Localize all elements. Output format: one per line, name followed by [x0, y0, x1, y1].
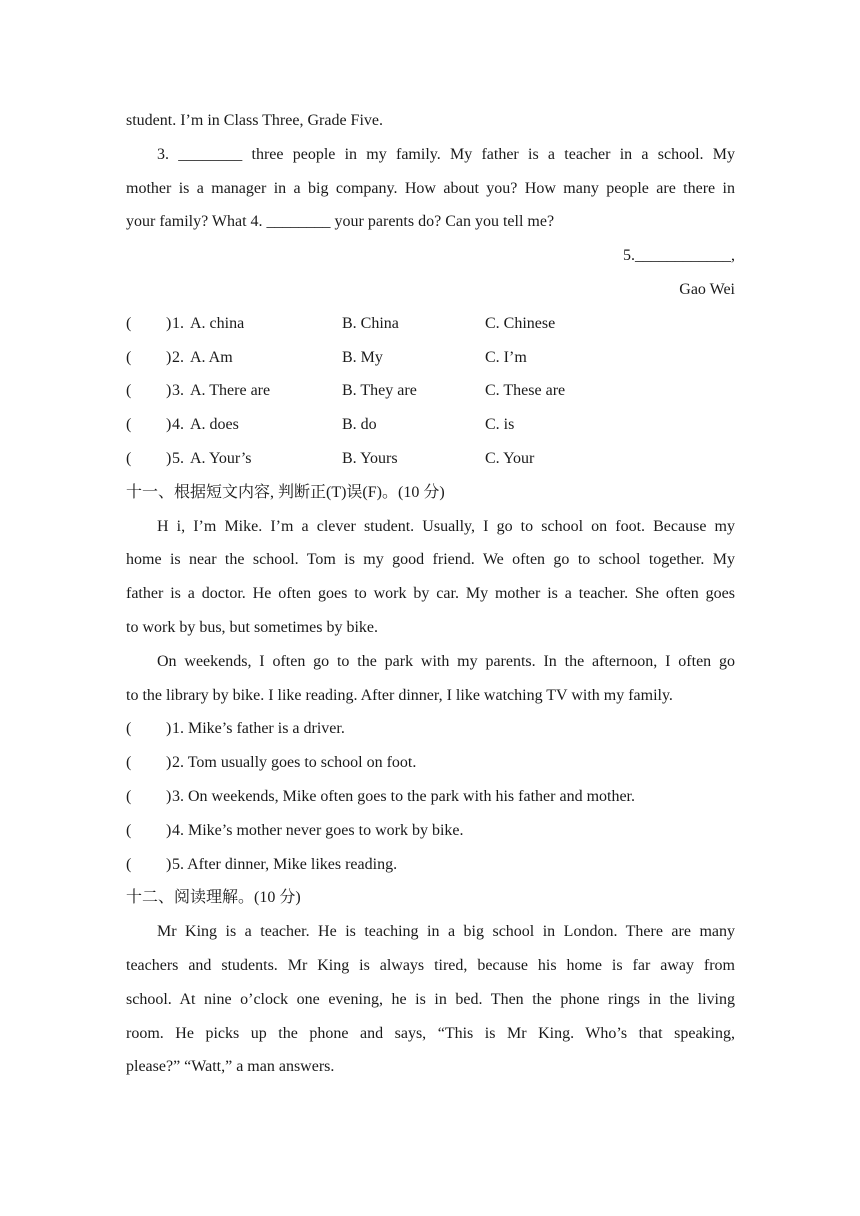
choice-row — [126, 408, 735, 442]
letter-line: student. I’m in Class Three, Grade Five. — [126, 112, 383, 129]
answer-paren-open: ( — [126, 449, 132, 467]
section-heading: 十二、阅读理解。(10 分) — [126, 889, 301, 907]
letter-line: mother is a manager in a big company. How about you? How many people are there in — [126, 179, 735, 197]
passage-line: Mr King is a teacher. He is teaching in a big school in London. There are many — [157, 923, 735, 941]
tf-statement — [126, 712, 735, 746]
option-a: A. Your’s — [190, 449, 252, 467]
passage-line: On weekends, I often go to the park with my parents. In the afternoon, I often go — [157, 652, 735, 670]
option-b: B. China — [342, 314, 399, 332]
option-c: C. These are — [485, 382, 566, 400]
statement-text: 4. Mike’s mother never goes to work by bike. — [172, 821, 464, 839]
answer-paren-open: ( — [126, 314, 132, 332]
letter-closing: 5.____________, — [623, 247, 735, 265]
statement-text: 2. Tom usually goes to school on foot. — [172, 754, 417, 772]
answer-paren-open: ( — [126, 416, 132, 434]
answer-paren-open: ( — [126, 382, 132, 400]
answer-paren-close: ) — [166, 314, 172, 332]
option-b: B. do — [342, 416, 377, 434]
passage-line: father is a doctor. He often goes to work by car. My mother is a teacher. She often goes — [126, 585, 735, 603]
choice-row — [126, 374, 735, 408]
statement-text: 3. On weekends, Mike often goes to the park with his father and mother. — [172, 787, 635, 805]
option-c: C. is — [485, 416, 515, 434]
option-a: A. Am — [190, 348, 233, 366]
answer-paren-open: ( — [126, 787, 132, 805]
letter-signature: Gao Wei — [679, 280, 735, 298]
passage-line: room. He picks up the phone and says, “This is Mr King. Who’s that speaking, — [126, 1024, 735, 1042]
choice-row — [126, 341, 735, 375]
answer-paren-close: ) — [166, 416, 172, 434]
option-a: A. china — [190, 314, 245, 332]
option-c: C. I’m — [485, 348, 527, 366]
tf-statement — [126, 746, 735, 780]
option-a: A. There are — [190, 382, 271, 400]
option-b: B. My — [342, 348, 383, 366]
question-number: 3. — [172, 382, 184, 400]
answer-paren-open: ( — [126, 720, 132, 738]
answer-paren-open: ( — [126, 348, 132, 366]
section-heading: 十一、根据短文内容, 判断正(T)误(F)。(10 分) — [126, 483, 445, 501]
option-c: C. Your — [485, 449, 535, 467]
passage-line: home is near the school. Tom is my good friend. We often go to school together. My — [126, 551, 735, 569]
question-number: 1. — [172, 314, 184, 332]
option-b: B. They are — [342, 382, 417, 400]
passage-line: school. At nine o’clock one evening, he is in bed. Then the phone rings in the living — [126, 990, 735, 1008]
answer-paren-close: ) — [166, 754, 172, 772]
passage-line: please?” “Watt,” a man answers. — [126, 1058, 335, 1076]
question-number: 2. — [172, 348, 184, 366]
answer-paren-close: ) — [166, 821, 172, 839]
answer-paren-open: ( — [126, 754, 132, 772]
answer-paren-close: ) — [166, 382, 172, 400]
tf-statement — [126, 848, 735, 882]
answer-paren-open: ( — [126, 855, 132, 873]
choice-row — [126, 307, 735, 341]
question-number: 5. — [172, 449, 184, 467]
answer-paren-close: ) — [166, 720, 172, 738]
answer-paren-open: ( — [126, 821, 132, 839]
letter-line: your family? What 4. ________ your parents do? Can you tell me? — [126, 213, 555, 231]
answer-paren-close: ) — [166, 787, 172, 805]
option-c: C. Chinese — [485, 314, 556, 332]
letter-line: 3. ________ three people in my family. My father is a teacher in a school. My — [157, 145, 735, 163]
statement-text: 1. Mike’s father is a driver. — [172, 720, 345, 738]
passage-line: teachers and students. Mr King is always tired, because his home is far away from — [126, 956, 735, 974]
passage-line: to the library by bike. I like reading. After dinner, I like watching TV with my family. — [126, 686, 673, 704]
answer-paren-close: ) — [166, 449, 172, 467]
choice-row — [126, 442, 735, 476]
tf-statement — [126, 780, 735, 814]
worksheet-page — [126, 104, 735, 1084]
passage-line: H i, I’m Mike. I’m a clever student. Usually, I go to school on foot. Because my — [157, 517, 735, 535]
question-number: 4. — [172, 416, 184, 434]
option-a: A. does — [190, 416, 239, 434]
option-b: B. Yours — [342, 449, 398, 467]
answer-paren-close: ) — [166, 348, 172, 366]
statement-text: 5. After dinner, Mike likes reading. — [172, 855, 398, 873]
answer-paren-close: ) — [166, 855, 172, 873]
tf-statement — [126, 814, 735, 848]
passage-line: to work by bus, but sometimes by bike. — [126, 618, 378, 636]
